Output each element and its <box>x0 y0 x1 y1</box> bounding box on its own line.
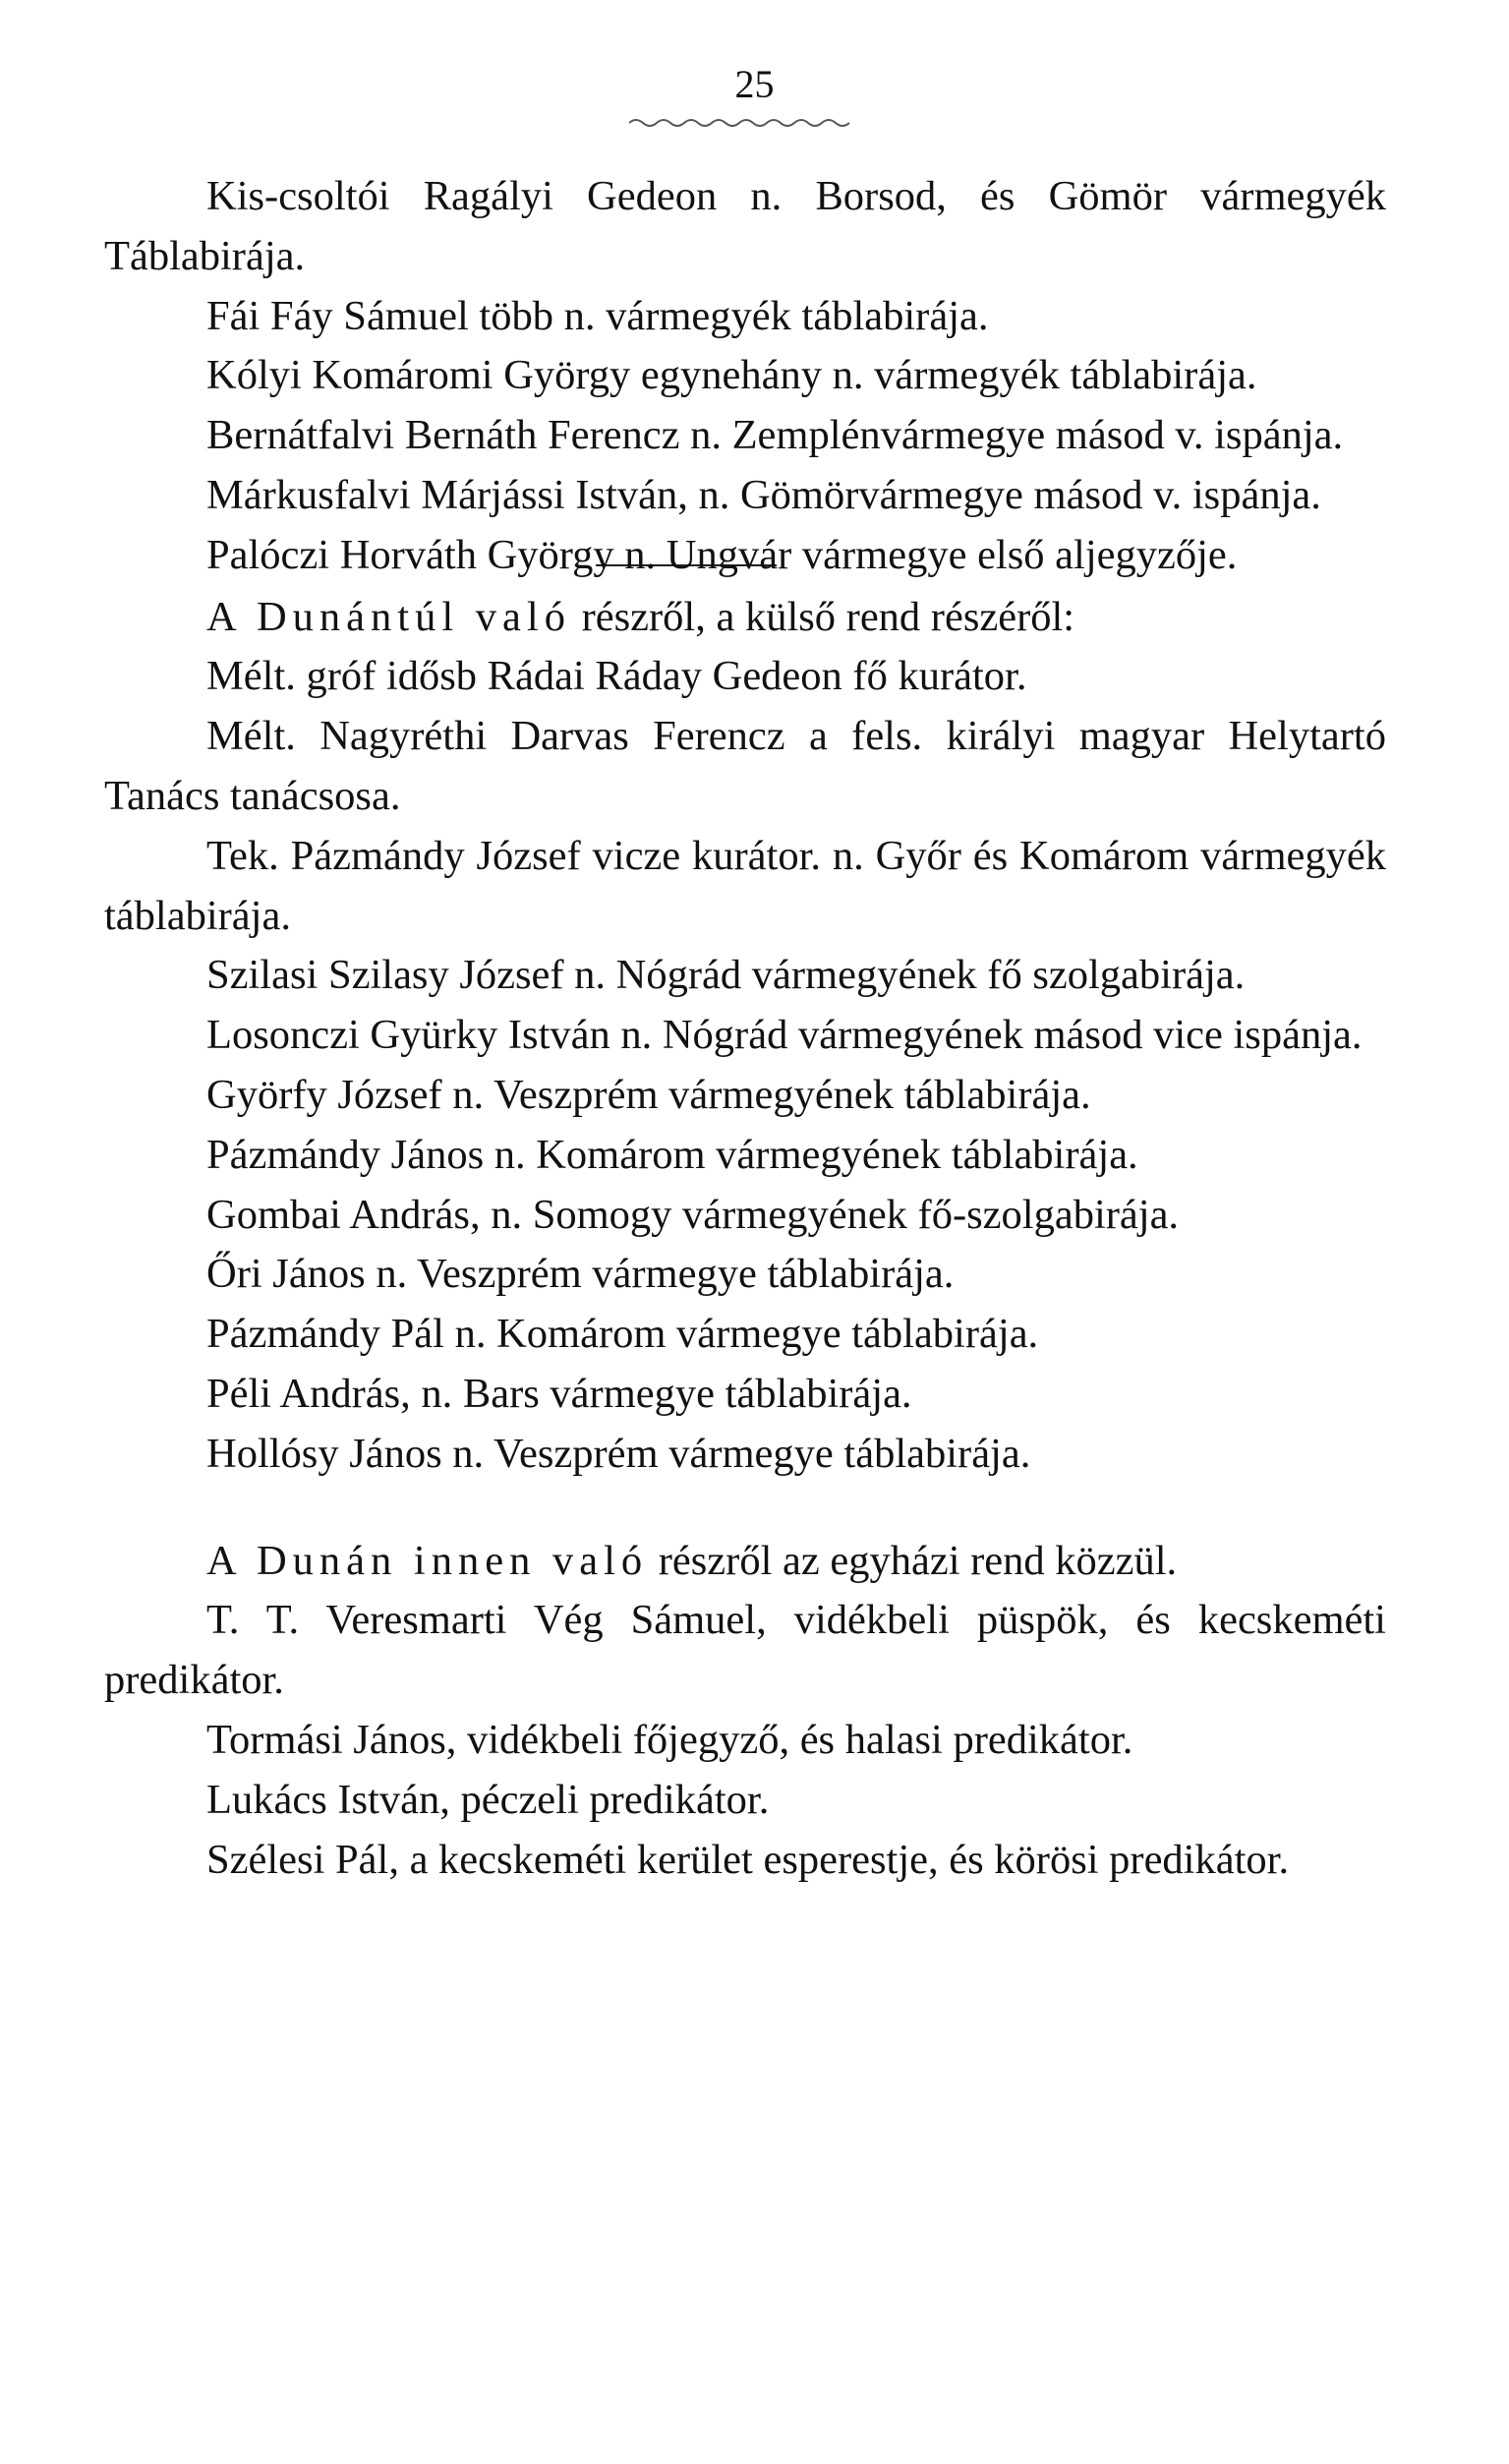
page-number: 25 <box>734 62 775 106</box>
entry-line: Tormási János, vidékbeli főjegyző, és halasi predikátor. <box>206 1716 1133 1763</box>
entry-line: T. T. Veresmarti Vég Sámuel, vidékbeli püspök, és kecskeméti predikátor. <box>104 1597 1386 1704</box>
entry-line: Szélesi Pál, a kecskeméti kerület esperestje, és körösi predikátor. <box>206 1836 1290 1883</box>
entry-line: Péli András, n. Bars vármegye táblabirája. <box>206 1370 912 1417</box>
section-officials <box>104 167 1386 586</box>
entry-line: Fái Fáy Sámuel több n. vármegyék táblabirája. <box>206 292 989 339</box>
heading-rest: részről, a külső rend részéről: <box>570 593 1075 640</box>
entry-line: Palóczi Horváth György n. Ungvár vármegye első aljegyzője. <box>206 531 1238 578</box>
section-heading <box>104 588 1386 648</box>
section-dunantul <box>104 647 1386 1484</box>
entry-line: Mélt. Nagyréthi Darvas Ferencz a fels. királyi magyar Helytartó Tanács tanácsosa. <box>104 713 1386 819</box>
heading-rest: részről az egyházi rend közzül. <box>648 1537 1178 1584</box>
entry-line: Losonczi Gyürky István n. Nógrád vármegyének másod vice ispánja. <box>206 1012 1363 1059</box>
entry-line: Mélt. gróf idősb Rádai Ráday Gedeon fő kurátor. <box>206 653 1027 700</box>
heading-spaced: A Dunántúl való <box>206 593 571 640</box>
page-number-ornament <box>629 116 855 130</box>
entry-line: Gombai András, n. Somogy vármegyének fő-szolgabirája. <box>206 1191 1180 1238</box>
entry-line: Pázmándy János n. Komárom vármegyének táblabirája. <box>206 1131 1138 1178</box>
entry-line: Szilasi Szilasy József n. Nógrád vármegyének fő szolgabirája. <box>206 952 1246 999</box>
entry-line: Kis-csoltói Ragályi Gedeon n. Borsod, és Gömör vármegyék Táblabirája. <box>104 173 1386 279</box>
entry-line: Hollósy János n. Veszprém vármegye táblabirája. <box>206 1430 1031 1477</box>
entry-line: Tek. Pázmándy József vicze kurátor. n. Győr és Komárom vármegyék táblabirája. <box>104 832 1386 939</box>
entry-line: Kólyi Komáromi György egynehány n. vármegyék táblabirája. <box>206 352 1257 399</box>
entry-line: Pázmándy Pál n. Komárom vármegye táblabirája. <box>206 1311 1039 1358</box>
entry-line: Lukács István, péczeli predikátor. <box>206 1776 770 1823</box>
entry-line: Márkusfalvi Márjássi István, n. Gömörvármegye másod v. ispánja. <box>206 471 1321 518</box>
page-body <box>104 167 1386 1890</box>
entry-line: Bernátfalvi Bernáth Ferencz n. Zemplénvármegye másod v. ispánja. <box>206 412 1344 459</box>
heading-spaced: A Dunán innen való <box>206 1537 649 1584</box>
section-dunan-innen <box>104 1591 1386 1890</box>
section-gap <box>104 1485 1386 1532</box>
entry-line: Györfy József n. Veszprém vármegyének táblabirája. <box>206 1071 1091 1118</box>
entry-line: Őri János n. Veszprém vármegye táblabirája. <box>206 1251 955 1298</box>
section-heading <box>104 1532 1386 1592</box>
